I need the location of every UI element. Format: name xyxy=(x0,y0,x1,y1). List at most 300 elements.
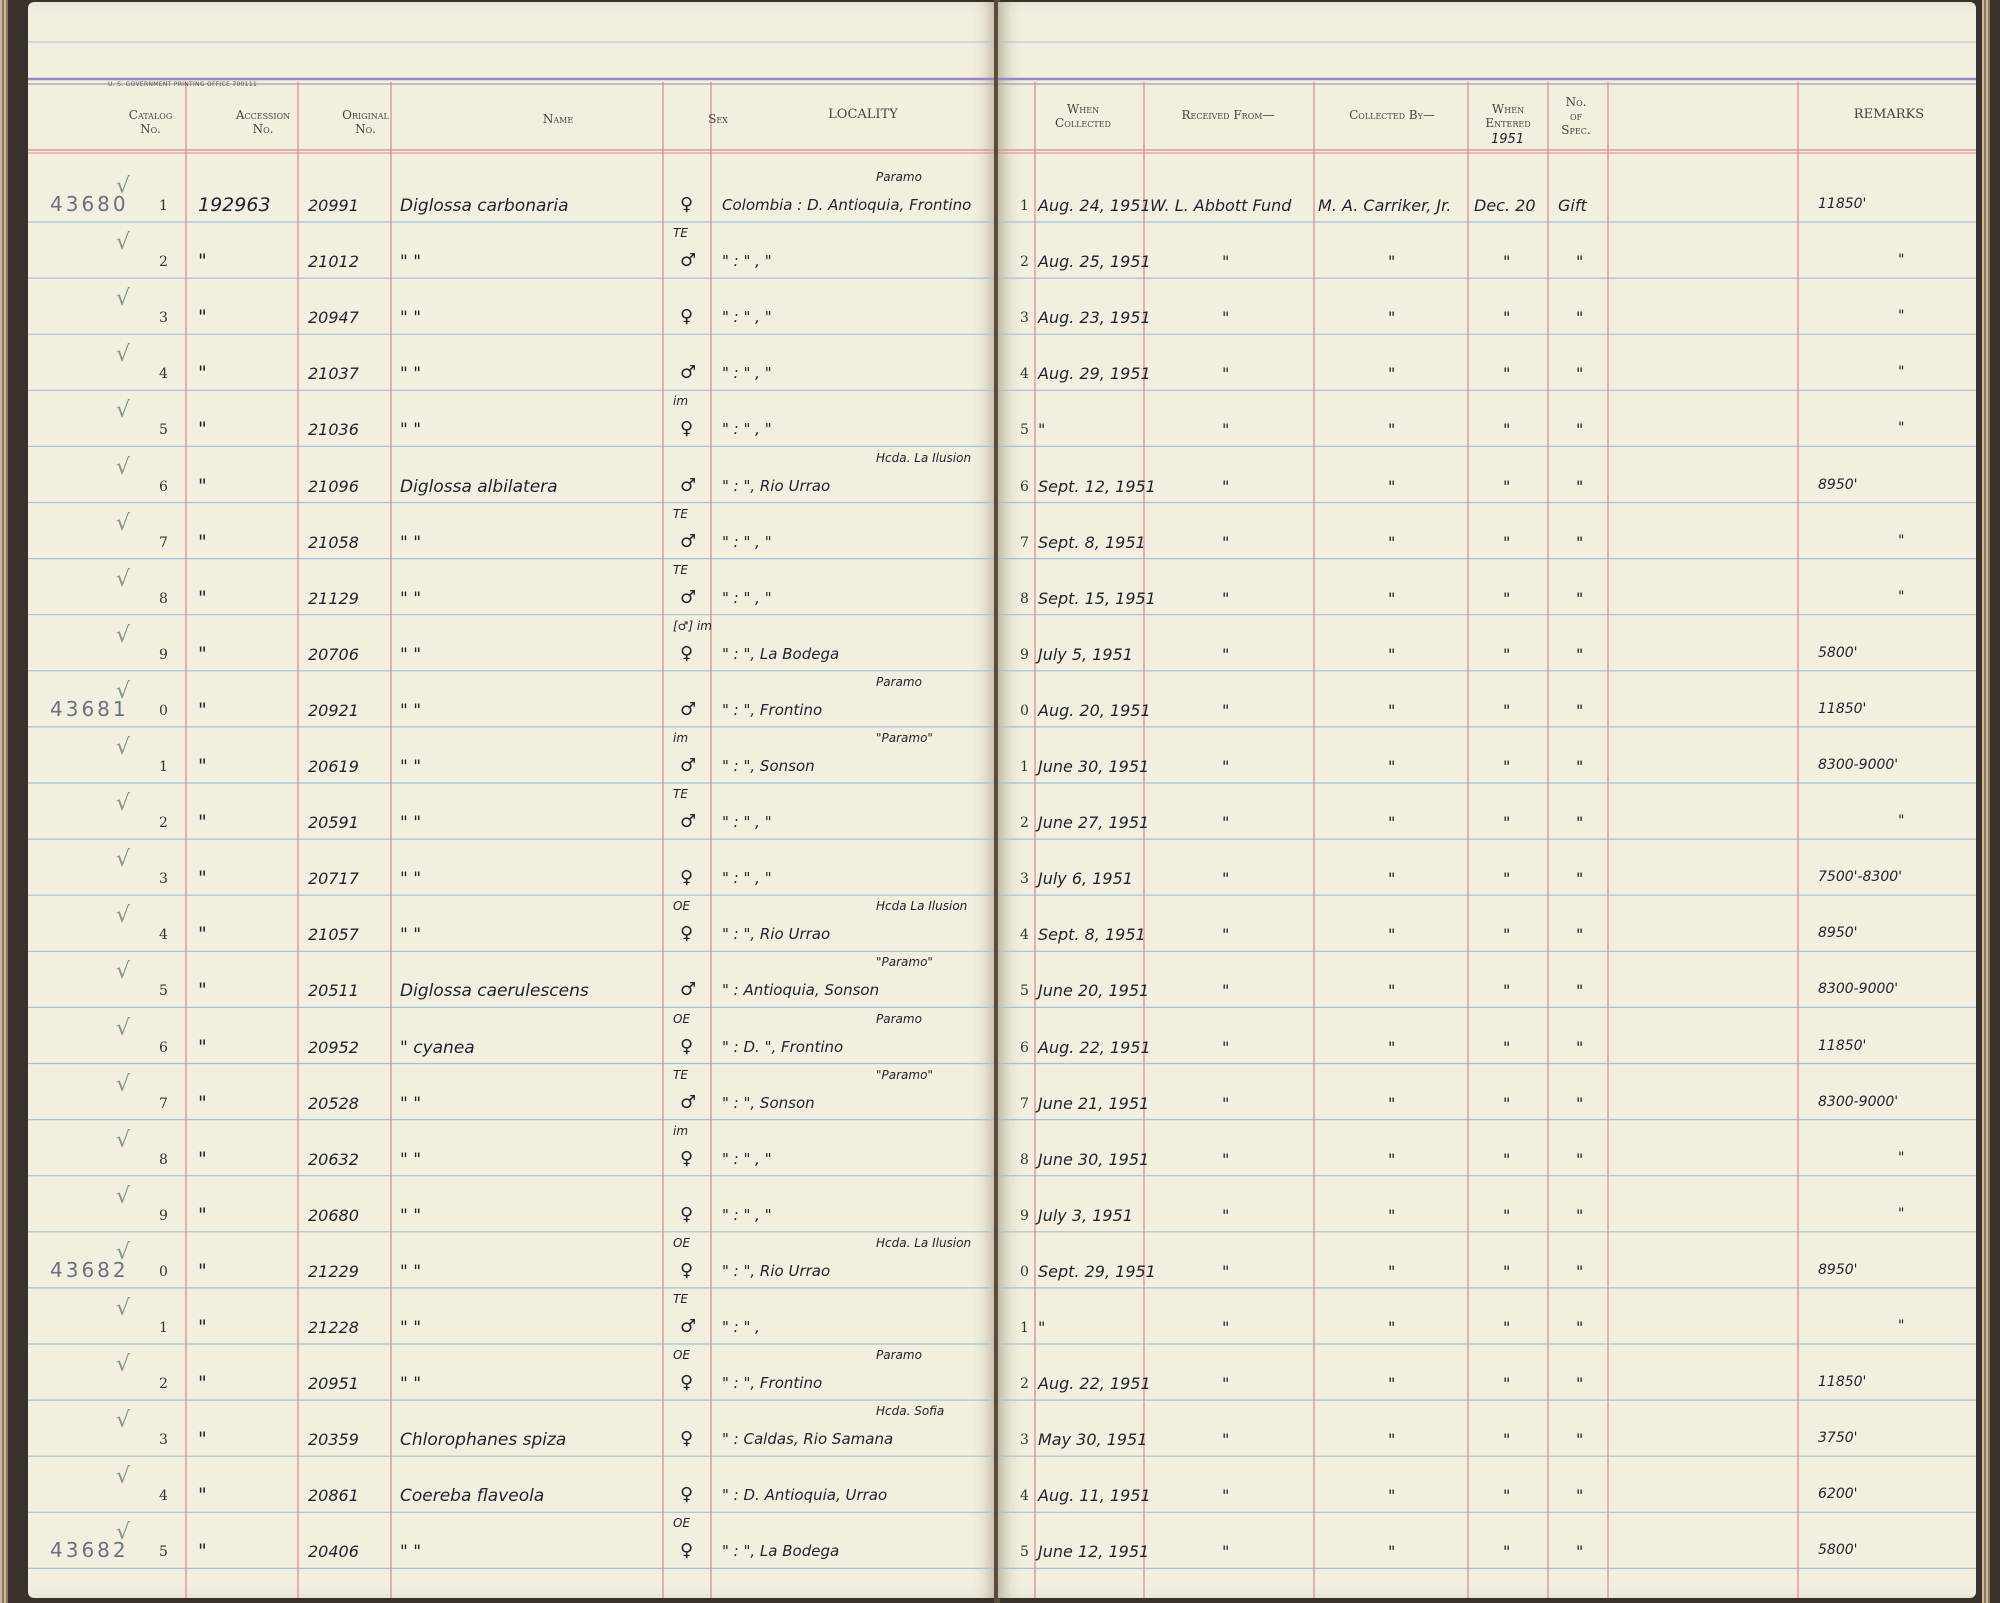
header-received-from: Received From— xyxy=(1181,108,1275,122)
species-name: " " xyxy=(400,420,422,441)
number-of-specimens: " xyxy=(1576,1318,1584,1337)
received-from: " xyxy=(1222,420,1230,440)
sex-note: TE xyxy=(673,787,688,802)
catalog-row-digit: 7 xyxy=(159,534,168,551)
header-when-collected: When Collected xyxy=(1055,102,1111,130)
date-collected: Sept. 15, 1951 xyxy=(1038,588,1156,608)
date-collected: May 30, 1951 xyxy=(1038,1430,1148,1450)
collected-by: " xyxy=(1388,1318,1396,1337)
received-from: " xyxy=(1222,1374,1230,1394)
date-collected: June 21, 1951 xyxy=(1038,1093,1150,1113)
date-entered: " xyxy=(1503,1542,1511,1562)
remarks: " xyxy=(1898,1149,1905,1166)
received-from: " xyxy=(1222,869,1230,889)
received-from: " xyxy=(1222,252,1230,272)
date-collected: " xyxy=(1038,1318,1046,1337)
date-entered: " xyxy=(1503,981,1511,1001)
date-entered: " xyxy=(1503,532,1511,552)
date-collected: Aug. 25, 1951 xyxy=(1038,252,1151,272)
check-mark-icon: √ xyxy=(116,678,131,704)
original-number: 20717 xyxy=(308,869,359,889)
sex-symbol: ♂ xyxy=(680,250,697,272)
catalog-number: 43680 xyxy=(50,192,129,216)
locality: " : " , " xyxy=(722,420,772,439)
locality: " : " , " xyxy=(722,588,772,607)
collected-row-digit: 7 xyxy=(1020,1095,1029,1112)
number-of-specimens: " xyxy=(1576,252,1584,272)
date-entered: " xyxy=(1503,1261,1511,1281)
original-number: 20947 xyxy=(308,308,359,328)
number-of-specimens: " xyxy=(1576,925,1584,945)
original-number: 20861 xyxy=(308,1486,359,1506)
date-collected: June 30, 1951 xyxy=(1038,1149,1150,1169)
original-number: 21129 xyxy=(308,588,359,608)
remarks: 8300-9000' xyxy=(1818,981,1899,998)
original-number: 20591 xyxy=(308,813,359,833)
date-entered: " xyxy=(1503,420,1511,440)
locality-upper-note: Hcda. Sofia xyxy=(876,1404,945,1419)
sex-symbol: ♀ xyxy=(680,194,694,215)
number-of-specimens: " xyxy=(1576,364,1584,384)
date-collected: Aug. 20, 1951 xyxy=(1038,700,1151,720)
header-original-no: Original No. xyxy=(342,108,389,136)
collected-by: " xyxy=(1388,420,1396,440)
catalog-row-digit: 5 xyxy=(159,983,168,1000)
original-number: 21228 xyxy=(308,1318,359,1337)
sex-symbol: ♀ xyxy=(680,306,694,328)
date-collected: July 5, 1951 xyxy=(1038,644,1133,664)
catalog-number: 43682 xyxy=(50,1257,129,1282)
date-collected: June 30, 1951 xyxy=(1038,757,1150,776)
number-of-specimens: " xyxy=(1576,1430,1584,1450)
collected-by: " xyxy=(1388,476,1396,496)
collected-by: " xyxy=(1388,1037,1396,1057)
species-name: Diglossa caerulescens xyxy=(400,981,589,1002)
check-mark-icon: √ xyxy=(116,1239,131,1265)
entered-year: 1951 xyxy=(1491,132,1525,147)
locality-upper-note: Paramo xyxy=(876,674,922,689)
sex-note: OE xyxy=(673,1235,691,1250)
received-from: " xyxy=(1222,532,1230,552)
remarks: 11850' xyxy=(1818,196,1867,212)
catalog-number: 43682 xyxy=(50,1538,129,1563)
accession-number: " xyxy=(198,1035,207,1058)
remarks: 8950' xyxy=(1818,1261,1858,1278)
received-from: " xyxy=(1222,308,1230,328)
collected-row-digit: 7 xyxy=(1020,534,1029,551)
original-number: 20921 xyxy=(308,700,359,720)
collected-row-digit: 2 xyxy=(1020,815,1029,832)
original-number: 21096 xyxy=(308,476,359,496)
remarks: " xyxy=(1898,588,1905,605)
collected-row-digit: 9 xyxy=(1020,646,1029,663)
accession-number: " xyxy=(198,642,207,665)
locality: Colombia : D. Antioquia, Frontino xyxy=(722,196,972,214)
accession-number: " xyxy=(198,755,207,777)
sex-symbol: ♀ xyxy=(680,867,694,889)
locality: " : " , " xyxy=(722,1149,772,1168)
sex-symbol: ♂ xyxy=(680,1091,697,1113)
right-ledger-page xyxy=(998,2,1976,1598)
received-from: " xyxy=(1222,1542,1230,1562)
collected-row-digit: 5 xyxy=(1020,1544,1029,1561)
number-of-specimens: " xyxy=(1576,700,1584,720)
catalog-row-digit: 5 xyxy=(159,422,168,439)
collected-row-digit: 0 xyxy=(1020,702,1029,719)
remarks: " xyxy=(1898,364,1905,381)
number-of-specimens: " xyxy=(1576,869,1584,889)
date-entered: " xyxy=(1503,757,1511,776)
header-catalog-no: Catalog No. xyxy=(128,108,173,136)
collected-by: " xyxy=(1388,869,1396,889)
species-name: " " xyxy=(400,308,422,329)
sex-symbol: ♀ xyxy=(680,1147,694,1169)
header-no-of-spec: No. of Spec. xyxy=(1561,95,1591,137)
original-number: 20528 xyxy=(308,1093,359,1113)
collected-by: " xyxy=(1388,925,1396,945)
received-from: " xyxy=(1222,1093,1230,1113)
sex-note: OE xyxy=(673,1348,691,1363)
header-collected-by: Collected By— xyxy=(1349,108,1435,122)
date-entered: " xyxy=(1503,1318,1511,1337)
catalog-row-digit: 0 xyxy=(159,702,168,719)
remarks: 8300-9000' xyxy=(1818,1093,1899,1110)
collected-by: " xyxy=(1388,532,1396,552)
date-collected: Aug. 23, 1951 xyxy=(1038,308,1151,328)
collected-by: " xyxy=(1388,700,1396,720)
locality: " : ", Rio Urrao xyxy=(722,476,831,495)
catalog-row-digit: 2 xyxy=(159,1376,168,1393)
received-from: " xyxy=(1222,1486,1230,1506)
sex-symbol: ♀ xyxy=(680,418,694,440)
date-entered: " xyxy=(1503,925,1511,945)
sex-symbol: ♂ xyxy=(680,979,697,1001)
species-name: " " xyxy=(400,869,422,890)
catalog-row-digit: 1 xyxy=(159,1320,168,1336)
collected-row-digit: 8 xyxy=(1020,590,1029,607)
check-mark-icon: √ xyxy=(116,286,131,312)
sex-symbol: ♂ xyxy=(680,530,697,552)
original-number: 21036 xyxy=(308,420,359,440)
date-entered: " xyxy=(1503,700,1511,720)
catalog-row-digit: 0 xyxy=(159,1263,168,1280)
received-from: " xyxy=(1222,588,1230,608)
locality: " : ", Rio Urrao xyxy=(722,925,831,944)
received-from: " xyxy=(1222,1149,1230,1169)
locality-upper-note: Paramo xyxy=(876,1348,922,1363)
header-when-entered: When Entered xyxy=(1485,102,1531,130)
collected-by: " xyxy=(1388,588,1396,608)
check-mark-icon: √ xyxy=(116,1352,131,1378)
date-collected: Aug. 22, 1951 xyxy=(1038,1037,1151,1057)
check-mark-icon: √ xyxy=(116,510,131,536)
locality-upper-note: Paramo xyxy=(876,170,922,184)
catalog-row-digit: 4 xyxy=(159,1488,168,1505)
number-of-specimens: Gift xyxy=(1558,196,1587,215)
species-name: " " xyxy=(400,1149,422,1170)
species-name: " " xyxy=(400,1261,422,1282)
date-collected: July 3, 1951 xyxy=(1038,1205,1133,1225)
number-of-specimens: " xyxy=(1576,1374,1584,1394)
header-accession-no: Accession No. xyxy=(235,108,291,136)
right-page-edges xyxy=(1982,0,1990,1603)
received-from: " xyxy=(1222,757,1230,776)
collected-by: " xyxy=(1388,1261,1396,1281)
collected-row-digit: 1 xyxy=(1020,198,1029,214)
collected-row-digit: 9 xyxy=(1020,1207,1029,1224)
left-page-edges xyxy=(0,0,8,1603)
header-sex: Sex xyxy=(708,112,728,126)
species-name: " cyanea xyxy=(400,1037,475,1058)
date-collected: Sept. 8, 1951 xyxy=(1038,925,1146,945)
check-mark-icon: √ xyxy=(116,903,131,929)
catalog-row-digit: 9 xyxy=(159,646,168,663)
locality: " : " , " xyxy=(722,1205,772,1224)
species-name: " " xyxy=(400,364,422,385)
species-name: Coereba flaveola xyxy=(400,1486,545,1507)
catalog-row-digit: 1 xyxy=(159,759,168,775)
remarks: 6200' xyxy=(1818,1486,1858,1503)
species-name: " " xyxy=(400,757,422,777)
collected-by: " xyxy=(1388,308,1396,328)
accession-number: " xyxy=(198,698,207,721)
date-entered: " xyxy=(1503,869,1511,889)
species-name: " " xyxy=(400,532,422,553)
date-entered: " xyxy=(1503,1374,1511,1394)
remarks: " xyxy=(1898,813,1905,830)
header-name: Name xyxy=(542,112,574,126)
remarks: 5800' xyxy=(1818,644,1858,661)
accession-number: " xyxy=(198,1316,207,1338)
date-entered: Dec. 20 xyxy=(1474,196,1536,215)
accession-number: " xyxy=(198,1484,207,1507)
date-collected: Aug. 22, 1951 xyxy=(1038,1374,1151,1394)
sex-symbol: ♂ xyxy=(680,1316,697,1337)
accession-number: " xyxy=(198,362,207,385)
accession-number: " xyxy=(198,923,207,946)
check-mark-icon: √ xyxy=(116,1520,131,1546)
check-mark-icon: √ xyxy=(116,1183,131,1209)
original-number: 21229 xyxy=(308,1261,359,1281)
received-from: " xyxy=(1222,981,1230,1001)
species-name: Diglossa albilatera xyxy=(400,476,558,497)
locality: " : D. ", Frontino xyxy=(722,1037,844,1056)
date-entered: " xyxy=(1503,308,1511,328)
locality: " : ", La Bodega xyxy=(722,1542,840,1561)
date-collected: " xyxy=(1038,420,1046,440)
check-mark-icon: √ xyxy=(116,230,131,256)
number-of-specimens: " xyxy=(1576,532,1584,552)
locality: " : ", Frontino xyxy=(722,700,823,719)
catalog-row-digit: 6 xyxy=(159,1039,168,1056)
collected-row-digit: 2 xyxy=(1020,254,1029,271)
locality-upper-note: Hcda. La Ilusion xyxy=(876,450,972,465)
sex-symbol: ♀ xyxy=(680,642,694,664)
collected-row-digit: 4 xyxy=(1020,927,1029,944)
catalog-row-digit: 4 xyxy=(159,366,168,383)
accession-number: " xyxy=(198,1147,207,1170)
remarks: " xyxy=(1898,308,1905,325)
sex-symbol: ♂ xyxy=(680,362,697,384)
received-from: " xyxy=(1222,1430,1230,1450)
locality: " : Antioquia, Sonson xyxy=(722,981,880,1000)
collected-by: " xyxy=(1388,644,1396,664)
accession-number: " xyxy=(198,474,207,497)
original-number: 20619 xyxy=(308,757,359,776)
species-name: " " xyxy=(400,700,422,721)
remarks: 11850' xyxy=(1818,700,1867,717)
sex-symbol: ♀ xyxy=(680,1484,694,1506)
date-entered: " xyxy=(1503,1093,1511,1113)
collected-row-digit: 1 xyxy=(1020,1320,1029,1336)
collected-row-digit: 2 xyxy=(1020,1376,1029,1393)
locality: " : ", Sonson xyxy=(722,757,815,775)
collected-row-digit: 6 xyxy=(1020,1039,1029,1056)
sex-symbol: ♀ xyxy=(680,1540,694,1562)
remarks: " xyxy=(1898,1318,1905,1334)
sex-note: TE xyxy=(673,226,688,241)
remarks: 11850' xyxy=(1818,1037,1867,1054)
locality: " : " , " xyxy=(722,308,772,327)
date-collected: Sept. 29, 1951 xyxy=(1038,1261,1156,1281)
check-mark-icon: √ xyxy=(116,1127,131,1153)
sex-note: OE xyxy=(673,1011,691,1026)
locality: " : Caldas, Rio Samana xyxy=(722,1430,894,1449)
locality-upper-note: Hcda. La Ilusion xyxy=(876,1235,972,1250)
date-collected: Aug. 11, 1951 xyxy=(1038,1486,1151,1506)
locality: " : ", Sonson xyxy=(722,1093,815,1112)
collected-by: " xyxy=(1388,1149,1396,1169)
original-number: 20991 xyxy=(308,196,359,215)
locality: " : D. Antioquia, Urrao xyxy=(722,1486,888,1505)
received-from: " xyxy=(1222,644,1230,664)
check-mark-icon: √ xyxy=(116,622,131,648)
locality: " : ", La Bodega xyxy=(722,644,840,663)
header-remarks: REMARKS xyxy=(1853,107,1925,122)
catalog-row-digit: 8 xyxy=(159,1151,168,1168)
accession-number: " xyxy=(198,1091,207,1114)
check-mark-icon: √ xyxy=(116,398,131,424)
catalog-row-digit: 2 xyxy=(159,815,168,832)
sex-note: OE xyxy=(673,1516,691,1531)
left-page-rules xyxy=(28,2,996,1598)
locality: " : ", Frontino xyxy=(722,1374,823,1393)
collected-row-digit: 0 xyxy=(1020,1263,1029,1280)
accession-number: " xyxy=(198,586,207,609)
received-from: " xyxy=(1222,925,1230,945)
original-number: 20951 xyxy=(308,1374,359,1394)
printing-office-line: U. S. GOVERNMENT PRINTING OFFICE 700111 xyxy=(108,81,258,88)
date-collected: Sept. 8, 1951 xyxy=(1038,532,1146,552)
sex-note: OE xyxy=(673,899,691,914)
sex-note: TE xyxy=(673,506,688,521)
check-mark-icon: √ xyxy=(116,1296,131,1321)
check-mark-icon: √ xyxy=(116,847,131,873)
accession-number: " xyxy=(198,530,207,553)
date-collected: June 27, 1951 xyxy=(1038,813,1150,833)
locality-upper-note: "Paramo" xyxy=(876,731,933,745)
sex-symbol: ♀ xyxy=(680,1372,694,1394)
left-ledger-page xyxy=(28,2,996,1598)
catalog-number: 43681 xyxy=(50,696,129,721)
check-mark-icon: √ xyxy=(116,735,131,760)
remarks: 11850' xyxy=(1818,1374,1867,1391)
sex-note: im xyxy=(673,1123,689,1138)
species-name: " " xyxy=(400,1318,422,1338)
locality-upper-note: Paramo xyxy=(876,1011,922,1026)
sex-symbol: ♀ xyxy=(680,923,694,945)
check-mark-icon: √ xyxy=(116,342,131,368)
remarks: " xyxy=(1898,532,1905,549)
sex-note: im xyxy=(673,731,689,745)
header-locality: LOCALITY xyxy=(828,107,898,122)
date-entered: " xyxy=(1503,1205,1511,1225)
collected-row-digit: 1 xyxy=(1020,759,1029,775)
received-from: " xyxy=(1222,364,1230,384)
check-mark-icon: √ xyxy=(116,174,131,199)
sex-symbol: ♀ xyxy=(680,1203,694,1225)
accession-number: 192963 xyxy=(198,194,271,216)
collected-row-digit: 5 xyxy=(1020,422,1029,439)
collected-by: " xyxy=(1388,1430,1396,1450)
check-mark-icon: √ xyxy=(116,791,131,817)
original-number: 21037 xyxy=(308,364,359,384)
accession-number: " xyxy=(198,1372,207,1395)
date-entered: " xyxy=(1503,644,1511,664)
original-number: 20406 xyxy=(308,1542,359,1562)
number-of-specimens: " xyxy=(1576,1037,1584,1057)
remarks: 3750' xyxy=(1818,1430,1858,1447)
catalog-row-digit: 5 xyxy=(159,1544,168,1561)
check-mark-icon: √ xyxy=(116,1015,131,1041)
received-from: W. L. Abbott Fund xyxy=(1150,196,1292,215)
species-name: Chlorophanes spiza xyxy=(400,1430,567,1451)
collected-by: " xyxy=(1388,1374,1396,1394)
date-entered: " xyxy=(1503,813,1511,833)
sex-symbol: ♀ xyxy=(680,1035,694,1057)
sex-symbol: ♂ xyxy=(680,755,697,776)
collected-by: " xyxy=(1388,1486,1396,1506)
collected-by: " xyxy=(1388,364,1396,384)
species-name: " " xyxy=(400,1542,422,1563)
received-from: " xyxy=(1222,1318,1230,1337)
sex-note: TE xyxy=(673,562,688,577)
remarks: 8950' xyxy=(1818,476,1858,493)
number-of-specimens: " xyxy=(1576,1261,1584,1281)
accession-number: " xyxy=(198,1428,207,1451)
date-entered: " xyxy=(1503,1037,1511,1057)
check-mark-icon: √ xyxy=(116,1408,131,1434)
original-number: 21058 xyxy=(308,532,359,552)
locality: " : " , " xyxy=(722,813,772,832)
received-from: " xyxy=(1222,700,1230,720)
received-from: " xyxy=(1222,476,1230,496)
number-of-specimens: " xyxy=(1576,1205,1584,1225)
accession-number: " xyxy=(198,1540,207,1563)
catalog-row-digit: 3 xyxy=(159,871,168,888)
number-of-specimens: " xyxy=(1576,420,1584,440)
original-number: 20680 xyxy=(308,1205,359,1225)
sex-symbol: ♂ xyxy=(680,586,697,608)
catalog-row-digit: 6 xyxy=(159,478,168,495)
number-of-specimens: " xyxy=(1576,813,1584,833)
locality-upper-note: "Paramo" xyxy=(876,955,933,970)
locality: " : " , " xyxy=(722,532,772,551)
sex-symbol: ♀ xyxy=(680,1428,694,1450)
accession-number: " xyxy=(198,1259,207,1282)
remarks: " xyxy=(1898,252,1905,269)
sex-note: TE xyxy=(673,1292,688,1306)
